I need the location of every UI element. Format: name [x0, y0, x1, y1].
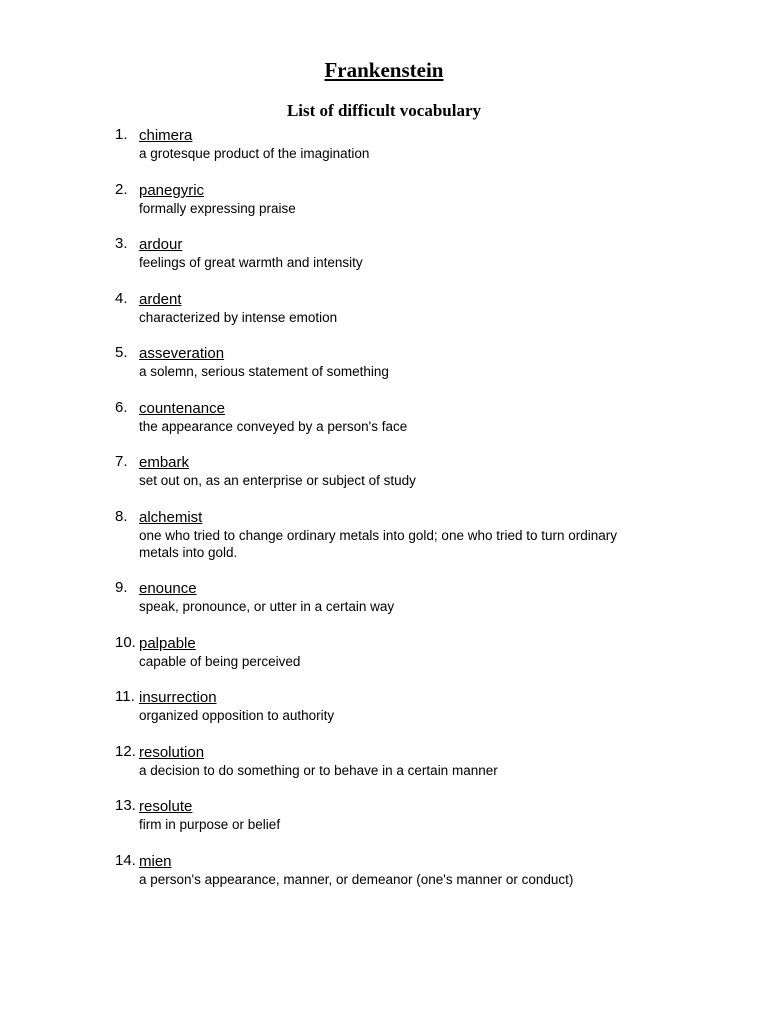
vocabulary-word: alchemist: [139, 508, 203, 526]
item-number: 14.: [115, 851, 136, 869]
vocabulary-definition: characterized by intense emotion: [139, 309, 338, 325]
vocabulary-item: [115, 126, 655, 162]
vocabulary-definition: firm in purpose or belief: [139, 817, 281, 832]
vocabulary-definition: organized opposition to authority: [139, 708, 335, 723]
item-number: 2.: [115, 180, 128, 198]
vocabulary-word: resolute: [139, 798, 193, 815]
vocabulary-item: [115, 508, 655, 561]
vocabulary-definition: the appearance conveyed by a person's face: [139, 418, 408, 434]
vocabulary-word: mien: [139, 852, 172, 870]
item-number: 4.: [115, 289, 128, 307]
vocabulary-item: [115, 852, 655, 888]
vocabulary-item: [115, 235, 655, 271]
item-number: 8.: [115, 507, 128, 525]
vocabulary-item: [115, 344, 655, 380]
item-number: 3.: [115, 235, 128, 252]
item-number: 5.: [115, 344, 128, 361]
vocabulary-definition: a person's appearance, manner, or demeanor (one's manner or conduct): [139, 871, 574, 887]
vocabulary-word: resolution: [139, 743, 205, 761]
vocabulary-word: asseveration: [139, 345, 225, 362]
vocabulary-definition: set out on, as an enterprise or subject of study: [139, 473, 416, 488]
vocabulary-word: embark: [139, 454, 190, 471]
item-number: 13.: [115, 797, 136, 814]
vocabulary-word: enounce: [139, 580, 197, 597]
page-subtitle: List of difficult vocabulary: [286, 101, 482, 121]
vocabulary-word: chimera: [139, 127, 193, 144]
vocabulary-list: [115, 126, 655, 906]
vocabulary-definition: one who tried to change ordinary metals into gold; one who tried to turn ordinary metals into gold.: [139, 527, 618, 560]
item-number: 9.: [115, 579, 128, 596]
vocabulary-definition: speak, pronounce, or utter in a certain way: [139, 599, 395, 614]
vocabulary-item: [115, 399, 655, 435]
vocabulary-definition: formally expressing praise: [139, 200, 296, 216]
item-number: 1.: [115, 126, 128, 143]
vocabulary-definition: a solemn, serious statement of something: [139, 364, 389, 379]
vocabulary-definition: capable of being perceived: [139, 653, 301, 669]
vocabulary-definition: a grotesque product of the imagination: [139, 146, 370, 161]
item-number: 12.: [115, 742, 136, 760]
vocabulary-definition: feelings of great warmth and intensity: [139, 255, 363, 270]
vocabulary-item: [115, 181, 655, 217]
vocabulary-word: ardent: [139, 290, 182, 308]
vocabulary-item: [115, 290, 655, 326]
vocabulary-word: ardour: [139, 236, 183, 253]
item-number: 11.: [115, 688, 135, 705]
item-number: 6.: [115, 398, 128, 416]
page-title: Frankenstein: [324, 58, 444, 83]
vocabulary-item: [115, 688, 655, 724]
item-number: 10.: [115, 633, 136, 651]
vocabulary-word: insurrection: [139, 689, 217, 706]
vocabulary-word: palpable: [139, 634, 196, 652]
vocabulary-item: [115, 743, 655, 779]
vocabulary-item: [115, 797, 655, 833]
vocabulary-item: [115, 453, 655, 489]
vocabulary-item: [115, 579, 655, 615]
vocabulary-word: panegyric: [139, 181, 205, 199]
vocabulary-word: countenance: [139, 399, 225, 417]
item-number: 7.: [115, 453, 128, 470]
vocabulary-item: [115, 634, 655, 670]
vocabulary-definition: a decision to do something or to behave in a certain manner: [139, 762, 498, 778]
